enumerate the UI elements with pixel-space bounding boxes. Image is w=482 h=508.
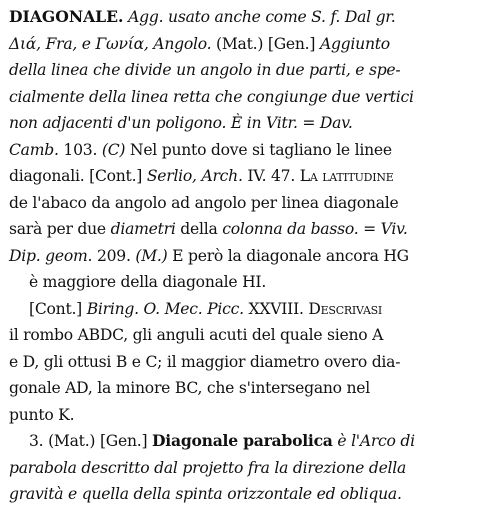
text-line: gravità e quella della spinta orizzontale ed obliqua. (9, 485, 402, 503)
subentry-3 (9, 428, 473, 508)
text-line: parabola descritto dal projetto fra la direzione della (9, 458, 407, 477)
text-line: non adjacenti d'un poligono. È in Vitr. = Dav. (9, 114, 353, 132)
text-line: è maggiore della diagonale HI. (29, 273, 267, 291)
text-line: DIAGONALE. Agg. usato anche come S. f. Dal gr. (9, 7, 396, 26)
text-line: diagonali. [Cont.] Serlio, Arch. IV. 47. La latitudine (9, 167, 394, 185)
text-line: de l'abaco da angolo ad angolo per linea diagonale (9, 193, 399, 212)
text-line: sarà per due diametri della colonna da basso. = Viv. (9, 220, 408, 238)
text-line: cialmente della linea retta che congiunge due vertici (9, 87, 414, 106)
subentry-citation (9, 296, 473, 429)
text-line: e D, gli ottusi B e C; il maggior diametro overo dia- (9, 352, 401, 371)
text-line: della linea che divide un angolo in due parti, e spe- (9, 61, 401, 79)
text-line: [Cont.] Biring. O. Mec. Picc. XXVIII. Descrivasi (29, 299, 383, 318)
text-line: gonale AD, la minore BC, che s'intersegano nel (9, 379, 371, 397)
text-line: il rombo ABDC, gli anguli acuti del quale sieno A (9, 326, 384, 344)
text-line: 3. (Mat.) [Gen.] Diagonale parabolica è l'Arco di (29, 431, 415, 450)
headword: DIAGONALE. (9, 7, 124, 26)
text-line: Camb. 103. (C) Nel punto dove si tagliano le linee (9, 140, 392, 159)
text-line: Διά, Fra, e Γωνία, Angolo. (Mat.) [Gen.] Aggiunto (9, 34, 390, 53)
entry-diagonale (9, 4, 473, 296)
text-line: punto K. (9, 405, 75, 424)
text-line: Dip. geom. 209. (M.) E però la diagonale ancora HG (9, 246, 409, 265)
